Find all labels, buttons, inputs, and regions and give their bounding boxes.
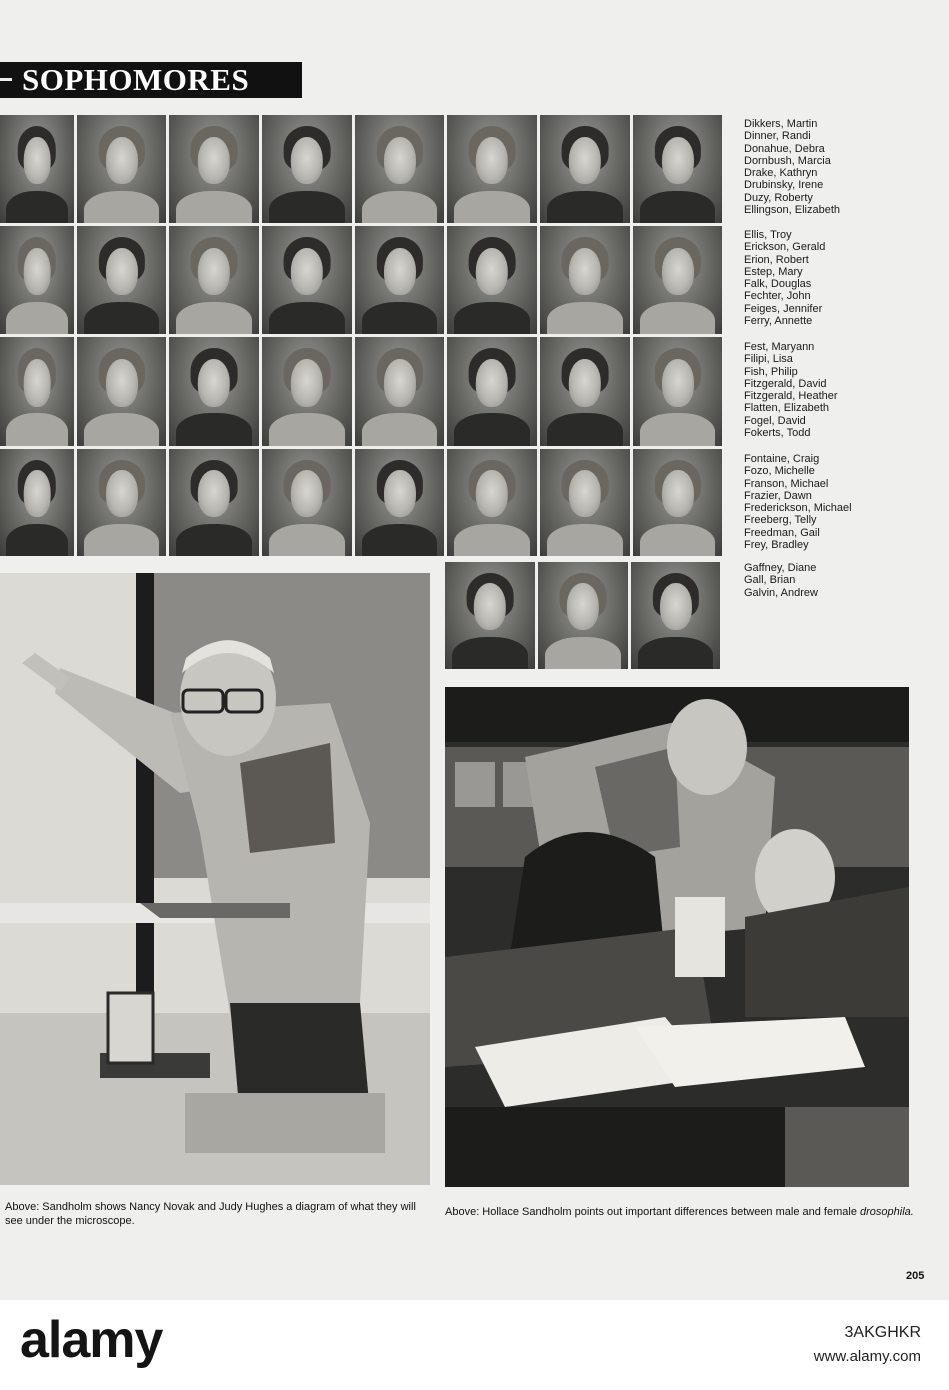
student-portrait [540,449,630,556]
student-name: Fozo, Michelle [744,465,815,478]
student-portrait [631,562,720,669]
roster-group [744,118,840,216]
portrait-face [198,248,230,296]
portrait-face [476,137,508,185]
portrait-shoulders [6,413,68,446]
student-portrait [262,337,352,446]
portrait-face [105,137,137,185]
student-name: Frederickson, Michael [744,502,852,515]
portrait-face [24,470,51,517]
portrait-face [476,248,508,296]
portrait-shoulders [176,191,252,223]
portrait-shoulders [269,524,345,556]
portrait-face [569,359,601,407]
student-name: Fitzgerald, David [744,377,827,390]
student-name: Drake, Kathryn [744,167,818,180]
portrait-face [659,583,691,630]
student-name: Frazier, Dawn [744,489,812,502]
student-portrait [447,115,537,223]
portrait-face [569,470,601,517]
student-name: Flatten, Elizabeth [744,402,829,415]
roster-group [744,341,838,439]
student-portrait [447,226,537,334]
student-portrait [538,562,628,669]
portrait-face [198,137,230,185]
student-name: Fitzgerald, Heather [744,390,838,403]
portrait-shoulders [176,524,252,556]
portrait-shoulders [452,637,528,669]
student-name: Estep, Mary [744,265,803,278]
student-portrait [77,115,166,223]
portrait-face [474,583,506,630]
portrait-shoulders [84,413,159,446]
portrait-face [24,359,51,407]
student-name: Fogel, David [744,414,806,427]
caption-right-italic: drosophila. [860,1206,914,1218]
student-name: Filipi, Lisa [744,353,793,366]
portrait-face [383,248,415,296]
student-name: Freeberg, Telly [744,514,817,527]
student-portrait [445,562,535,669]
student-name: Galvin, Andrew [744,586,818,599]
microscope-lab-photo [445,687,909,1187]
portrait-face [105,470,137,517]
student-name: Fokerts, Todd [744,427,811,440]
portrait-shoulders [176,302,252,334]
student-name: Falk, Douglas [744,278,812,291]
portrait-face [291,470,323,517]
portrait-shoulders [640,524,715,556]
portrait-face [569,137,601,185]
section-title: SOPHOMORES [22,62,250,97]
portrait-shoulders [547,524,623,556]
student-portrait [633,226,722,334]
caption-left: Above: Sandholm shows Nancy Novak and Judy Hughes a diagram of what they will see under the microscope. [5,1201,416,1227]
student-portrait [169,337,259,446]
portrait-face [569,248,601,296]
portrait-shoulders [269,413,345,446]
student-portrait [447,449,537,556]
roster-group [744,229,825,327]
student-portrait [77,449,166,556]
student-portrait [540,226,630,334]
student-name: Dornbush, Marcia [744,154,831,167]
roster-group [744,562,818,599]
portrait-shoulders [640,413,715,446]
portrait-face [24,137,51,185]
student-portrait [0,115,74,223]
teacher-pointing-illustration [0,573,430,1185]
portrait-face [383,470,415,517]
portrait-shoulders [84,191,159,223]
portrait-face [291,137,323,185]
portrait-shoulders [545,637,621,669]
student-portrait [262,115,352,223]
portrait-face [383,359,415,407]
student-portrait [262,449,352,556]
portrait-face [476,359,508,407]
student-name: Donahue, Debra [744,142,825,155]
portrait-shoulders [362,302,437,334]
student-name: Feiges, Jennifer [744,302,823,315]
student-name: Frey, Bradley [744,539,809,552]
student-name: Freedman, Gail [744,526,820,539]
student-portrait [540,337,630,446]
student-portrait [633,115,722,223]
portrait-shoulders [547,191,623,223]
caption-right [445,1205,915,1219]
student-name: Fest, Maryann [744,341,815,353]
student-name: Ellis, Troy [744,229,792,241]
teacher-pointing-photo [0,573,430,1185]
watermark-logo: alamy [20,1311,163,1369]
student-name: Franson, Michael [744,477,829,490]
student-portrait [355,115,444,223]
portrait-shoulders [547,413,623,446]
student-portrait [540,115,630,223]
portrait-shoulders [362,524,437,556]
portrait-face [198,470,230,517]
student-name: Gall, Brian [744,574,796,587]
portrait-shoulders [269,191,345,223]
portrait-shoulders [6,302,68,334]
watermark-image-code: 3AKGHKR [844,1324,921,1341]
portrait-shoulders [638,637,713,669]
portrait-shoulders [176,413,252,446]
portrait-shoulders [640,191,715,223]
portrait-face [105,359,137,407]
portrait-shoulders [454,191,530,223]
student-portrait [169,115,259,223]
student-portrait [262,226,352,334]
student-name: Erickson, Gerald [744,241,826,254]
portrait-face [291,248,323,296]
roster-group [744,453,852,551]
portrait-face [24,248,51,296]
portrait-face [661,470,693,517]
student-name: Fechter, John [744,290,811,303]
student-portrait [447,337,537,446]
portrait-shoulders [547,302,623,334]
student-name: Ferry, Annette [744,315,813,328]
portrait-shoulders [269,302,345,334]
watermark-url: www.alamy.com [813,1348,921,1365]
portrait-face [383,137,415,185]
student-portrait [633,337,722,446]
student-name: Erion, Robert [744,253,809,266]
portrait-face [105,248,137,296]
portrait-shoulders [84,524,159,556]
student-portrait [0,449,74,556]
portrait-shoulders [84,302,159,334]
caption-right-text: Above: Hollace Sandholm points out important differences between male and female [445,1206,857,1218]
portrait-shoulders [454,524,530,556]
student-name: Duzy, Roberty [744,191,813,204]
student-portrait [355,337,444,446]
student-portrait [77,337,166,446]
section-title-bar [0,62,302,98]
portrait-face [476,470,508,517]
student-name: Gaffney, Diane [744,562,817,574]
portrait-face [661,137,693,185]
portrait-face [661,248,693,296]
portrait-shoulders [362,191,437,223]
microscope-lab-illustration [445,687,909,1187]
portrait-shoulders [6,191,68,223]
page-number: 205 [906,1270,925,1282]
portrait-shoulders [6,524,68,556]
title-bar-tick [0,78,12,81]
watermark-bar [0,1300,949,1390]
portrait-shoulders [454,413,530,446]
portrait-shoulders [454,302,530,334]
student-portrait [77,226,166,334]
student-portrait [355,226,444,334]
student-portrait [0,226,74,334]
student-portrait [0,337,74,446]
student-name: Dikkers, Martin [744,118,818,130]
portrait-shoulders [640,302,715,334]
student-name: Ellingson, Elizabeth [744,204,841,217]
portrait-face [291,359,323,407]
student-portrait [355,449,444,556]
portrait-face [661,359,693,407]
student-name: Fish, Philip [744,365,798,378]
student-portrait [633,449,722,556]
student-name: Dinner, Randi [744,130,811,143]
student-portrait [169,226,259,334]
portrait-face [567,583,599,630]
student-name: Drubinsky, Irene [744,179,824,192]
student-portrait [169,449,259,556]
portrait-shoulders [362,413,437,446]
portrait-face [198,359,230,407]
student-name: Fontaine, Craig [744,453,820,465]
